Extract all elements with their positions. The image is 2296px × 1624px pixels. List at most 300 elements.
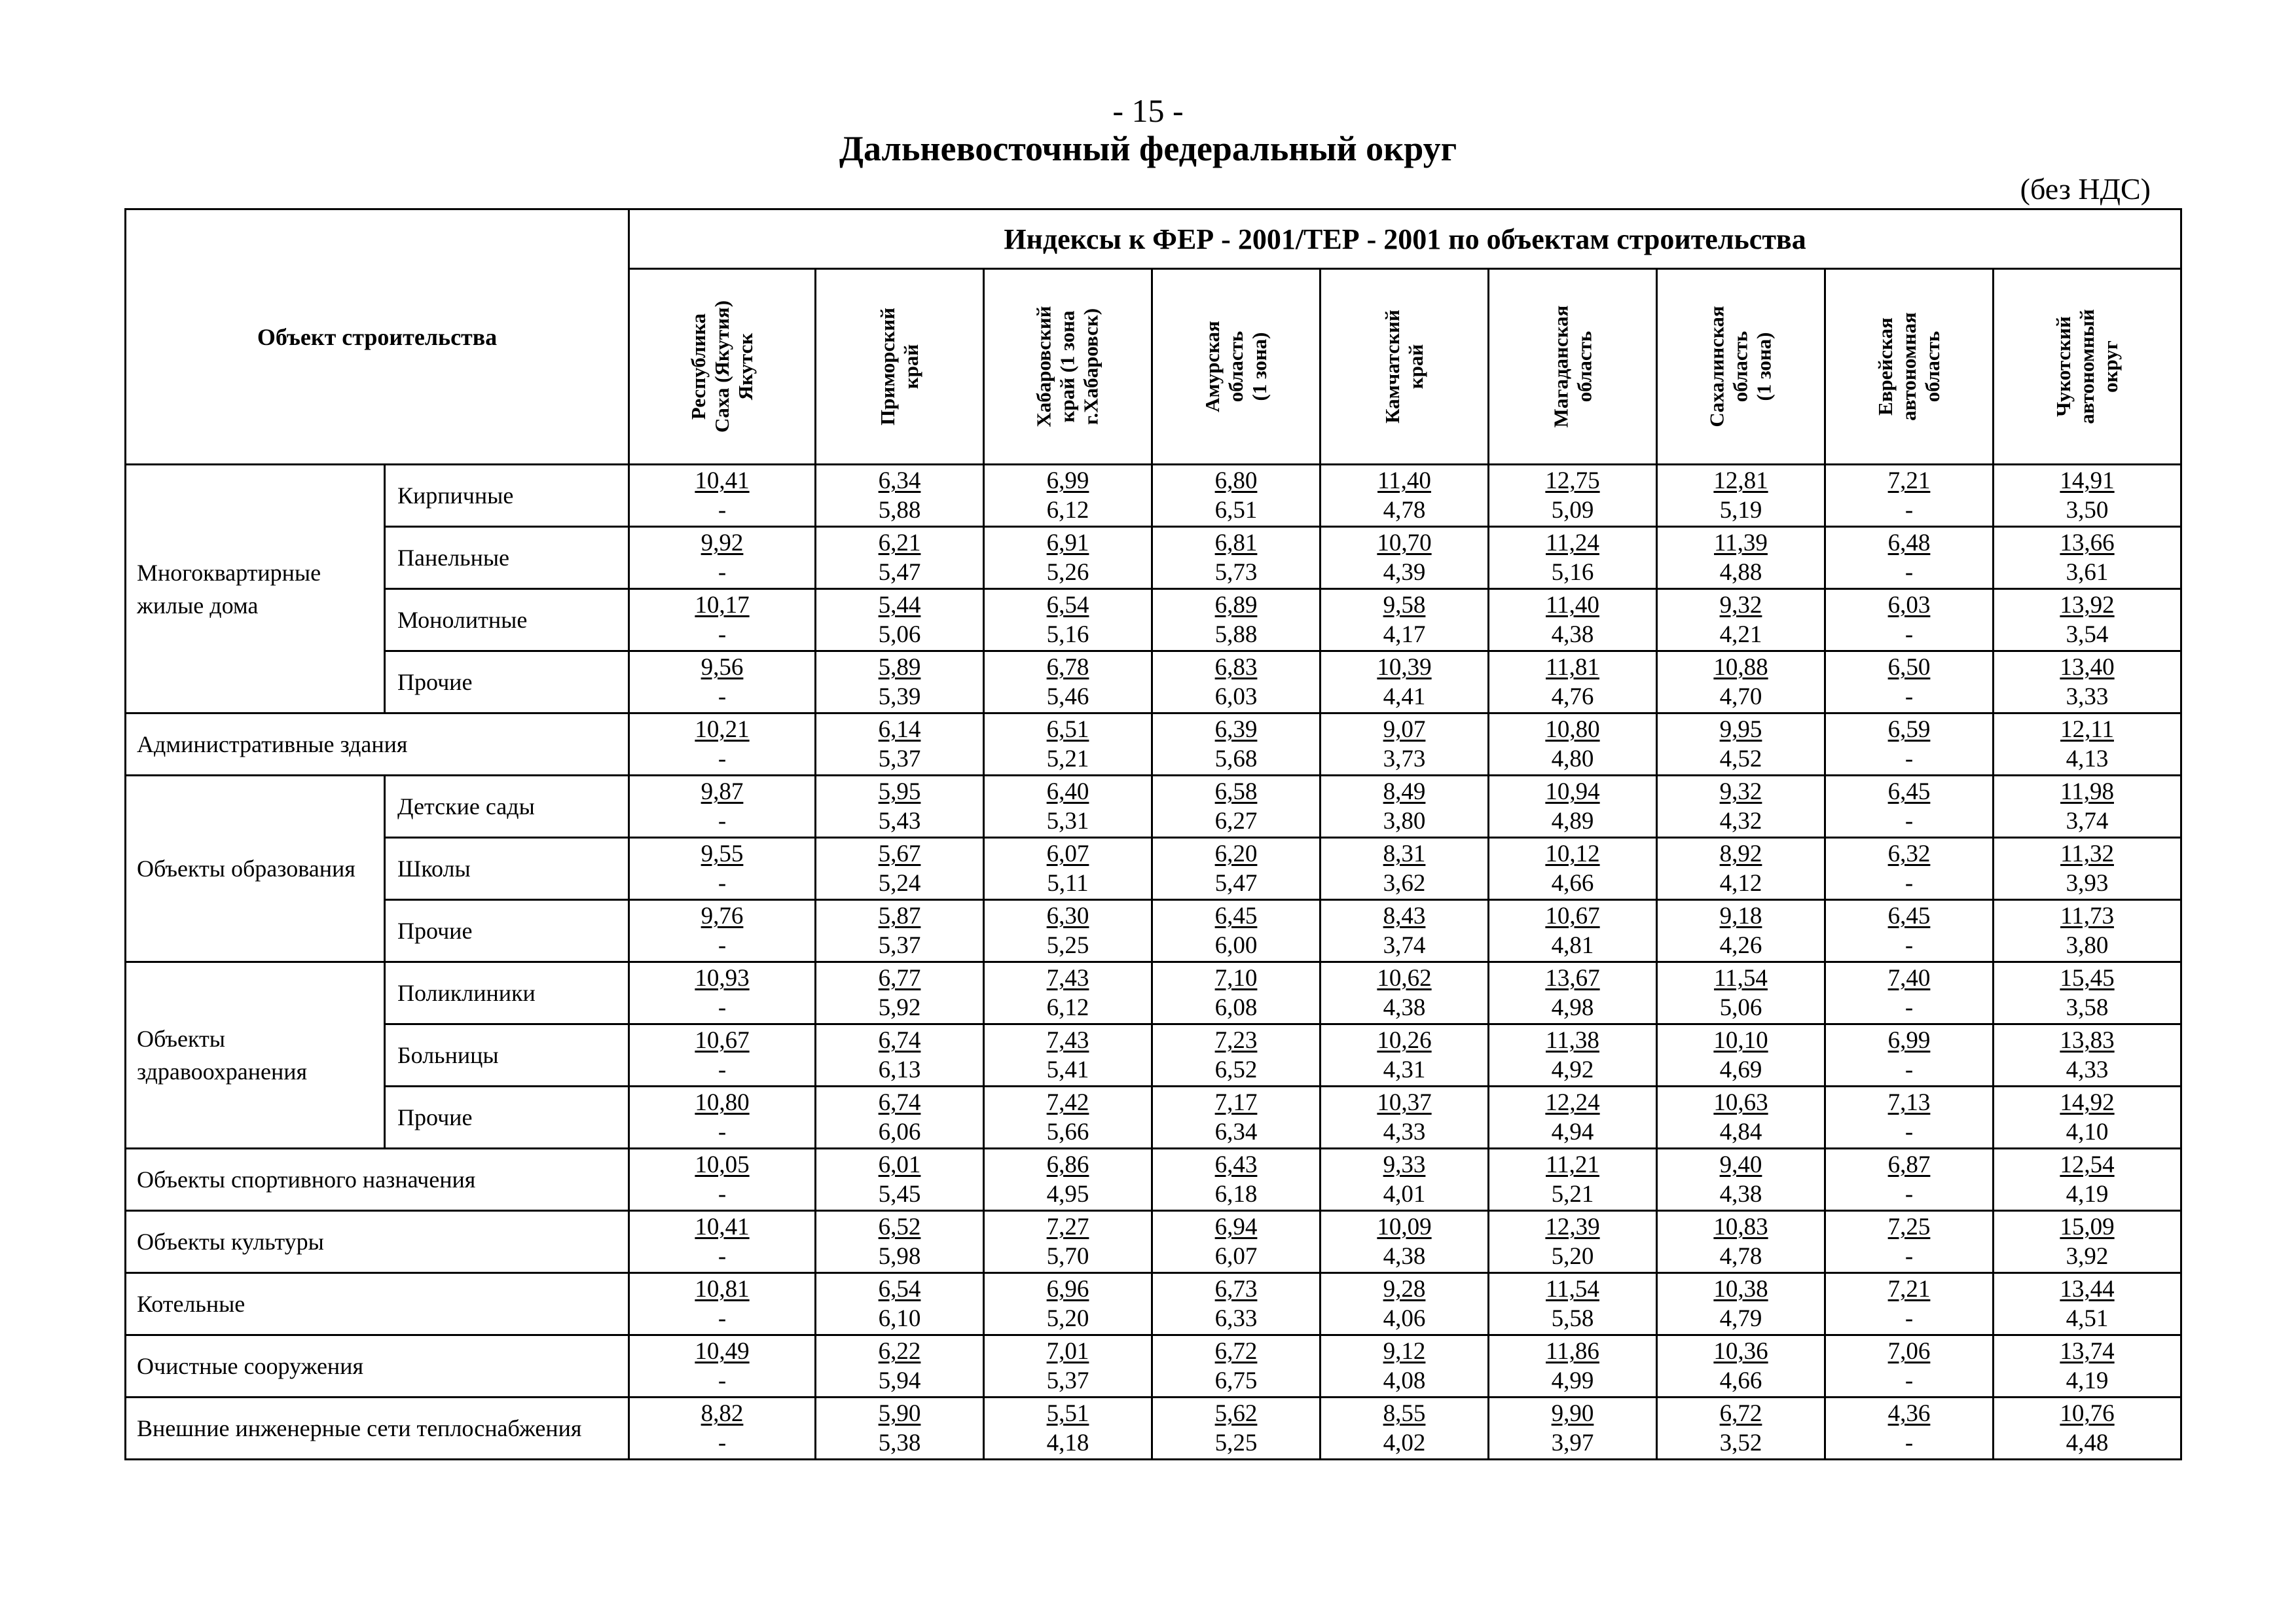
index-cell: [1489, 1149, 1657, 1211]
fer-index-value: 11,39: [1714, 530, 1768, 556]
fer-index-value: 6,32: [1887, 840, 1931, 867]
index-cell: [1152, 1211, 1321, 1273]
ter-index-value: -: [718, 497, 727, 524]
ter-index-value: 4,02: [1383, 1430, 1426, 1456]
fer-index-value: 12,75: [1545, 467, 1600, 494]
index-cell: [1152, 713, 1321, 776]
fer-index-value: 6,45: [1887, 903, 1931, 929]
index-cell: [1321, 776, 1489, 838]
ter-index-value: -: [718, 994, 727, 1021]
index-cell: [1994, 713, 2181, 776]
index-cell: [1657, 1273, 1825, 1335]
table-row: [126, 776, 2181, 838]
index-cell: [1994, 900, 2181, 962]
region-header-label: Амурская область (1 зона): [1200, 321, 1271, 412]
index-cell: [629, 465, 816, 527]
ter-index-value: 5,20: [1046, 1305, 1089, 1332]
fer-index-value: 7,43: [1046, 1027, 1089, 1054]
fer-index-value: 6,30: [1046, 903, 1089, 929]
ter-index-value: -: [718, 1056, 727, 1083]
ter-index-value: 4,38: [1383, 1243, 1426, 1270]
index-cell: [1152, 465, 1321, 527]
ter-index-value: 4,79: [1719, 1305, 1762, 1332]
ter-index-value: 3,80: [2066, 932, 2109, 959]
fer-index-value: 7,10: [1214, 965, 1258, 992]
fer-index-value: 8,31: [1383, 840, 1426, 867]
index-cell: [1994, 1335, 2181, 1398]
ter-index-value: -: [1904, 1181, 1914, 1208]
ter-index-value: 5,66: [1046, 1119, 1089, 1146]
index-cell: [1825, 527, 1994, 589]
ter-index-value: 5,26: [1046, 559, 1089, 586]
region-header-label: Приморский край: [875, 307, 922, 426]
ter-index-value: 6,13: [878, 1056, 921, 1083]
fer-index-value: 5,89: [878, 654, 921, 681]
ter-index-value: 3,92: [2066, 1243, 2109, 1270]
fer-index-value: 14,92: [2060, 1089, 2115, 1116]
index-cell: [1825, 900, 1994, 962]
index-cell: [1321, 713, 1489, 776]
ter-index-value: 5,47: [1214, 870, 1258, 897]
fer-index-value: 6,99: [1046, 467, 1089, 494]
fer-index-value: 10,09: [1377, 1214, 1432, 1240]
index-cell: [1825, 1087, 1994, 1149]
index-cell: [816, 1273, 984, 1335]
index-cell: [1489, 1335, 1657, 1398]
ter-index-value: 6,08: [1214, 994, 1258, 1021]
index-cell: [1489, 651, 1657, 713]
ter-index-value: 3,50: [2066, 497, 2109, 524]
index-cell: [816, 900, 984, 962]
group-label: Многоквартирные жилые дома: [126, 465, 385, 713]
group-label: Объекты образования: [126, 776, 385, 962]
subgroup-label: Монолитные: [385, 589, 629, 651]
fer-index-value: 9,40: [1719, 1151, 1762, 1178]
ter-index-value: 4,06: [1383, 1305, 1426, 1332]
index-cell: [984, 962, 1152, 1024]
index-cell: [984, 651, 1152, 713]
fer-index-value: 7,43: [1046, 965, 1089, 992]
ter-index-value: 5,41: [1046, 1056, 1089, 1083]
fer-index-value: 9,76: [701, 903, 744, 929]
fer-index-value: 10,10: [1713, 1027, 1768, 1054]
ter-index-value: 4,26: [1719, 932, 1762, 959]
fer-index-value: 9,28: [1383, 1276, 1426, 1303]
index-cell: [1321, 1335, 1489, 1398]
index-cell: [629, 900, 816, 962]
ter-index-value: 4,81: [1551, 932, 1594, 959]
fer-index-value: 9,95: [1719, 716, 1762, 743]
fer-index-value: 5,90: [878, 1400, 921, 1427]
fer-index-value: 10,88: [1713, 654, 1768, 681]
ter-index-value: 3,93: [2066, 870, 2109, 897]
fer-index-value: 10,81: [695, 1276, 750, 1303]
index-cell: [1489, 527, 1657, 589]
fer-index-value: 13,40: [2060, 654, 2115, 681]
fer-index-value: 6,74: [878, 1027, 921, 1054]
index-cell: [984, 527, 1152, 589]
index-cell: [984, 1087, 1152, 1149]
fer-index-value: 6,07: [1046, 840, 1089, 867]
ter-index-value: 6,10: [878, 1305, 921, 1332]
fer-index-value: 6,83: [1214, 654, 1258, 681]
ter-index-value: -: [1904, 497, 1914, 524]
fer-index-value: 12,81: [1713, 467, 1768, 494]
index-cell: [984, 900, 1152, 962]
ter-index-value: -: [1904, 746, 1914, 772]
ter-index-value: 6,07: [1214, 1243, 1258, 1270]
index-cell: [1489, 1087, 1657, 1149]
ter-index-value: 4,88: [1719, 559, 1762, 586]
subgroup-label: Панельные: [385, 527, 629, 589]
index-cell: [1994, 1398, 2181, 1460]
index-cell: [1152, 1087, 1321, 1149]
fer-index-value: 10,05: [695, 1151, 750, 1178]
ter-index-value: 6,12: [1046, 994, 1089, 1021]
index-cell: [1657, 651, 1825, 713]
index-cell: [629, 1273, 816, 1335]
ter-index-value: 5,68: [1214, 746, 1258, 772]
table-row: [126, 1273, 2181, 1335]
index-cell: [1825, 1398, 1994, 1460]
index-cell: [1152, 1273, 1321, 1335]
fer-index-value: 11,54: [1714, 965, 1768, 992]
fer-index-value: 13,83: [2060, 1027, 2115, 1054]
page-number: - 15 -: [1112, 92, 1184, 129]
index-cell: [1321, 1087, 1489, 1149]
fer-index-value: 6,54: [878, 1276, 921, 1303]
ter-index-value: 3,80: [1383, 808, 1426, 835]
index-cell: [1489, 1211, 1657, 1273]
region-header: [629, 269, 816, 465]
ter-index-value: 4,19: [2066, 1367, 2109, 1394]
ter-index-value: 6,06: [878, 1119, 921, 1146]
fer-index-value: 7,01: [1046, 1338, 1089, 1365]
ter-index-value: -: [1904, 683, 1914, 710]
fer-index-value: 6,34: [878, 467, 921, 494]
ter-index-value: 4,38: [1383, 994, 1426, 1021]
ter-index-value: 5,09: [1551, 497, 1594, 524]
ter-index-value: 6,75: [1214, 1367, 1258, 1394]
region-header-label: Еврейская автономная область: [1874, 312, 1944, 421]
fer-index-value: 6,99: [1887, 1027, 1931, 1054]
ter-index-value: -: [1904, 559, 1914, 586]
table-row: [126, 1211, 2181, 1273]
fer-index-value: 10,76: [2060, 1400, 2115, 1427]
index-cell: [984, 776, 1152, 838]
ter-index-value: 5,21: [1551, 1181, 1594, 1208]
index-cell: [1657, 1211, 1825, 1273]
index-cell: [629, 1335, 816, 1398]
fer-index-value: 10,21: [695, 716, 750, 743]
region-header: [1152, 269, 1321, 465]
index-cell: [629, 1087, 816, 1149]
ter-index-value: 6,33: [1214, 1305, 1258, 1332]
fer-index-value: 5,87: [878, 903, 921, 929]
index-cell: [816, 713, 984, 776]
index-cell: [816, 1211, 984, 1273]
fer-index-value: 6,39: [1214, 716, 1258, 743]
ter-index-value: -: [1904, 808, 1914, 835]
index-cell: [1152, 589, 1321, 651]
fer-index-value: 5,62: [1214, 1400, 1258, 1427]
index-cell: [1994, 776, 2181, 838]
fer-index-value: 5,44: [878, 592, 921, 619]
fer-index-value: 7,40: [1887, 965, 1931, 992]
index-cell: [816, 651, 984, 713]
ter-index-value: 5,19: [1719, 497, 1762, 524]
index-cell: [1321, 589, 1489, 651]
index-cell: [816, 962, 984, 1024]
index-cell: [629, 713, 816, 776]
index-cell: [1489, 589, 1657, 651]
fer-index-value: 9,07: [1383, 716, 1426, 743]
ter-index-value: 4,80: [1551, 746, 1594, 772]
index-cell: [1657, 838, 1825, 900]
region-header: [984, 269, 1152, 465]
table-row: [126, 651, 2181, 713]
ter-index-value: 6,52: [1214, 1056, 1258, 1083]
object-label: Внешние инженерные сети теплоснабжения: [126, 1398, 629, 1460]
fer-index-value: 7,27: [1046, 1214, 1089, 1240]
fer-index-value: 6,22: [878, 1338, 921, 1365]
ter-index-value: 5,58: [1551, 1305, 1594, 1332]
fer-index-value: 7,25: [1887, 1214, 1931, 1240]
fer-index-value: 12,11: [2060, 716, 2114, 743]
ter-index-value: 5,98: [878, 1243, 921, 1270]
index-cell: [816, 465, 984, 527]
fer-index-value: 8,92: [1719, 840, 1762, 867]
index-cell: [984, 1024, 1152, 1087]
ter-index-value: 4,78: [1383, 497, 1426, 524]
ter-index-value: 5,46: [1046, 683, 1089, 710]
ter-index-value: 4,66: [1719, 1367, 1762, 1394]
ter-index-value: 3,54: [2066, 621, 2109, 648]
fer-index-value: 5,67: [878, 840, 921, 867]
ter-index-value: 6,12: [1046, 497, 1089, 524]
ter-index-value: 5,06: [878, 621, 921, 648]
ter-index-value: -: [1904, 1367, 1914, 1394]
ter-index-value: 4,52: [1719, 746, 1762, 772]
ter-index-value: 5,16: [1046, 621, 1089, 648]
subgroup-label: Школы: [385, 838, 629, 900]
ter-index-value: 5,31: [1046, 808, 1089, 835]
fer-index-value: 6,59: [1887, 716, 1931, 743]
fer-index-value: 6,58: [1214, 778, 1258, 805]
index-cell: [1152, 1398, 1321, 1460]
fer-index-value: 7,42: [1046, 1089, 1089, 1116]
index-cell: [1489, 776, 1657, 838]
ter-index-value: 5,73: [1214, 559, 1258, 586]
region-header-label: Республика Саха (Якутия) Якутск: [686, 300, 757, 433]
ter-index-value: -: [718, 1367, 727, 1394]
index-cell: [1321, 1024, 1489, 1087]
subgroup-label: Детские сады: [385, 776, 629, 838]
ter-index-value: 4,69: [1719, 1056, 1762, 1083]
ter-index-value: 4,17: [1383, 621, 1426, 648]
object-label: Очистные сооружения: [126, 1335, 629, 1398]
fer-index-value: 6,40: [1046, 778, 1089, 805]
table-row: [126, 589, 2181, 651]
ter-index-value: 4,18: [1046, 1430, 1089, 1456]
index-cell: [1825, 651, 1994, 713]
region-header-label: Магаданская область: [1549, 305, 1595, 428]
region-header-label: Камчатский край: [1380, 310, 1427, 424]
fer-index-value: 9,32: [1719, 592, 1762, 619]
fer-index-value: 6,91: [1046, 530, 1089, 556]
index-cell: [1321, 1211, 1489, 1273]
ter-index-value: 4,51: [2066, 1305, 2109, 1332]
ter-index-value: 3,74: [2066, 808, 2109, 835]
fer-index-value: 7,17: [1214, 1089, 1258, 1116]
index-cell: [816, 527, 984, 589]
index-cell: [816, 1024, 984, 1087]
fer-index-value: 9,92: [701, 530, 744, 556]
ter-index-value: 4,78: [1719, 1243, 1762, 1270]
ter-index-value: -: [1904, 870, 1914, 897]
index-cell: [1994, 651, 2181, 713]
fer-index-value: 6,72: [1719, 1400, 1762, 1427]
fer-index-value: 6,48: [1887, 530, 1931, 556]
ter-index-value: 4,33: [2066, 1056, 2109, 1083]
index-cell: [984, 1335, 1152, 1398]
ter-index-value: 4,94: [1551, 1119, 1594, 1146]
index-cell: [816, 1398, 984, 1460]
fer-index-value: 6,86: [1046, 1151, 1089, 1178]
ter-index-value: 4,10: [2066, 1119, 2109, 1146]
fer-index-value: 6,54: [1046, 592, 1089, 619]
subgroup-label: Кирпичные: [385, 465, 629, 527]
ter-index-value: 4,21: [1719, 621, 1762, 648]
fer-index-value: 10,37: [1377, 1089, 1432, 1116]
fer-index-value: 10,26: [1377, 1027, 1432, 1054]
index-cell: [1152, 1335, 1321, 1398]
ter-index-value: 4,39: [1383, 559, 1426, 586]
fer-index-value: 5,95: [878, 778, 921, 805]
fer-index-value: 6,89: [1214, 592, 1258, 619]
fer-index-value: 9,12: [1383, 1338, 1426, 1365]
object-label: Административные здания: [126, 713, 629, 776]
index-cell: [1825, 1024, 1994, 1087]
fer-index-value: 6,43: [1214, 1151, 1258, 1178]
ter-index-value: 4,32: [1719, 808, 1762, 835]
index-cell: [1825, 589, 1994, 651]
index-cell: [629, 838, 816, 900]
fer-index-value: 9,18: [1719, 903, 1762, 929]
fer-index-value: 6,45: [1214, 903, 1258, 929]
index-cell: [1994, 1024, 2181, 1087]
index-cell: [629, 651, 816, 713]
fer-index-value: 9,32: [1719, 778, 1762, 805]
index-cell: [1152, 900, 1321, 962]
ter-index-value: 5,37: [1046, 1367, 1089, 1394]
index-cell: [1152, 838, 1321, 900]
ter-index-value: -: [718, 932, 727, 959]
group-label: Объекты здравоохранения: [126, 962, 385, 1149]
ter-index-value: 3,73: [1383, 746, 1426, 772]
ter-index-value: -: [1904, 1305, 1914, 1332]
ter-index-value: 3,58: [2066, 994, 2109, 1021]
region-header: [1825, 269, 1994, 465]
index-cell: [1994, 1211, 2181, 1273]
ter-index-value: 5,37: [878, 932, 921, 959]
index-cell: [816, 1087, 984, 1149]
fer-index-value: 7,13: [1887, 1089, 1931, 1116]
index-cell: [1657, 1335, 1825, 1398]
fer-index-value: 6,87: [1887, 1151, 1931, 1178]
index-cell: [984, 1398, 1152, 1460]
table-row: [126, 900, 2181, 962]
index-cell: [1994, 962, 2181, 1024]
ter-index-value: -: [718, 1430, 727, 1456]
ter-index-value: 5,24: [878, 870, 921, 897]
ter-index-value: -: [718, 559, 727, 586]
region-header: [1657, 269, 1825, 465]
table-row: [126, 1335, 2181, 1398]
index-cell: [816, 1149, 984, 1211]
index-cell: [1152, 962, 1321, 1024]
ter-index-value: -: [718, 683, 727, 710]
ter-index-value: -: [718, 808, 727, 835]
ter-index-value: 3,97: [1551, 1430, 1594, 1456]
fer-index-value: 6,50: [1887, 654, 1931, 681]
ter-index-value: 5,43: [878, 808, 921, 835]
index-cell: [1489, 900, 1657, 962]
ter-index-value: 4,41: [1383, 683, 1426, 710]
fer-index-value: 10,80: [695, 1089, 750, 1116]
fer-index-value: 10,70: [1377, 530, 1432, 556]
ter-index-value: -: [1904, 994, 1914, 1021]
index-cell: [1825, 465, 1994, 527]
ter-index-value: 6,34: [1214, 1119, 1258, 1146]
ter-index-value: 4,12: [1719, 870, 1762, 897]
fer-index-value: 6,45: [1887, 778, 1931, 805]
ter-index-value: -: [1904, 1430, 1914, 1456]
fer-index-value: 11,24: [1546, 530, 1599, 556]
region-header-label: Хабаровский край (1 зона г.Хабаровск): [1032, 306, 1102, 427]
fer-index-value: 7,21: [1887, 467, 1931, 494]
index-cell: [1489, 1398, 1657, 1460]
index-cell: [1489, 1024, 1657, 1087]
index-cell: [1321, 1273, 1489, 1335]
index-cell: [1825, 1211, 1994, 1273]
ter-index-value: 4,31: [1383, 1056, 1426, 1083]
fer-index-value: 10,67: [695, 1027, 750, 1054]
region-header-label: Сахалинская область (1 зона): [1705, 306, 1776, 427]
fer-index-value: 14,91: [2060, 467, 2115, 494]
fer-index-value: 10,80: [1545, 716, 1600, 743]
index-cell: [984, 1211, 1152, 1273]
ter-index-value: 4,19: [2066, 1181, 2109, 1208]
index-cell: [1489, 713, 1657, 776]
index-cell: [629, 1024, 816, 1087]
subgroup-label: Больницы: [385, 1024, 629, 1087]
fer-index-value: 11,40: [1377, 467, 1431, 494]
index-cell: [1321, 465, 1489, 527]
ter-index-value: -: [1904, 932, 1914, 959]
fer-index-value: 15,45: [2060, 965, 2115, 992]
table-row: [126, 962, 2181, 1024]
ter-index-value: 4,13: [2066, 746, 2109, 772]
indices-table: [124, 208, 2182, 1460]
fer-index-value: 7,21: [1887, 1276, 1931, 1303]
fer-index-value: 6,20: [1214, 840, 1258, 867]
index-cell: [1825, 776, 1994, 838]
table-row: [126, 1398, 2181, 1460]
fer-index-value: 11,54: [1546, 1276, 1599, 1303]
fer-index-value: 11,40: [1546, 592, 1599, 619]
ter-index-value: 5,94: [878, 1367, 921, 1394]
